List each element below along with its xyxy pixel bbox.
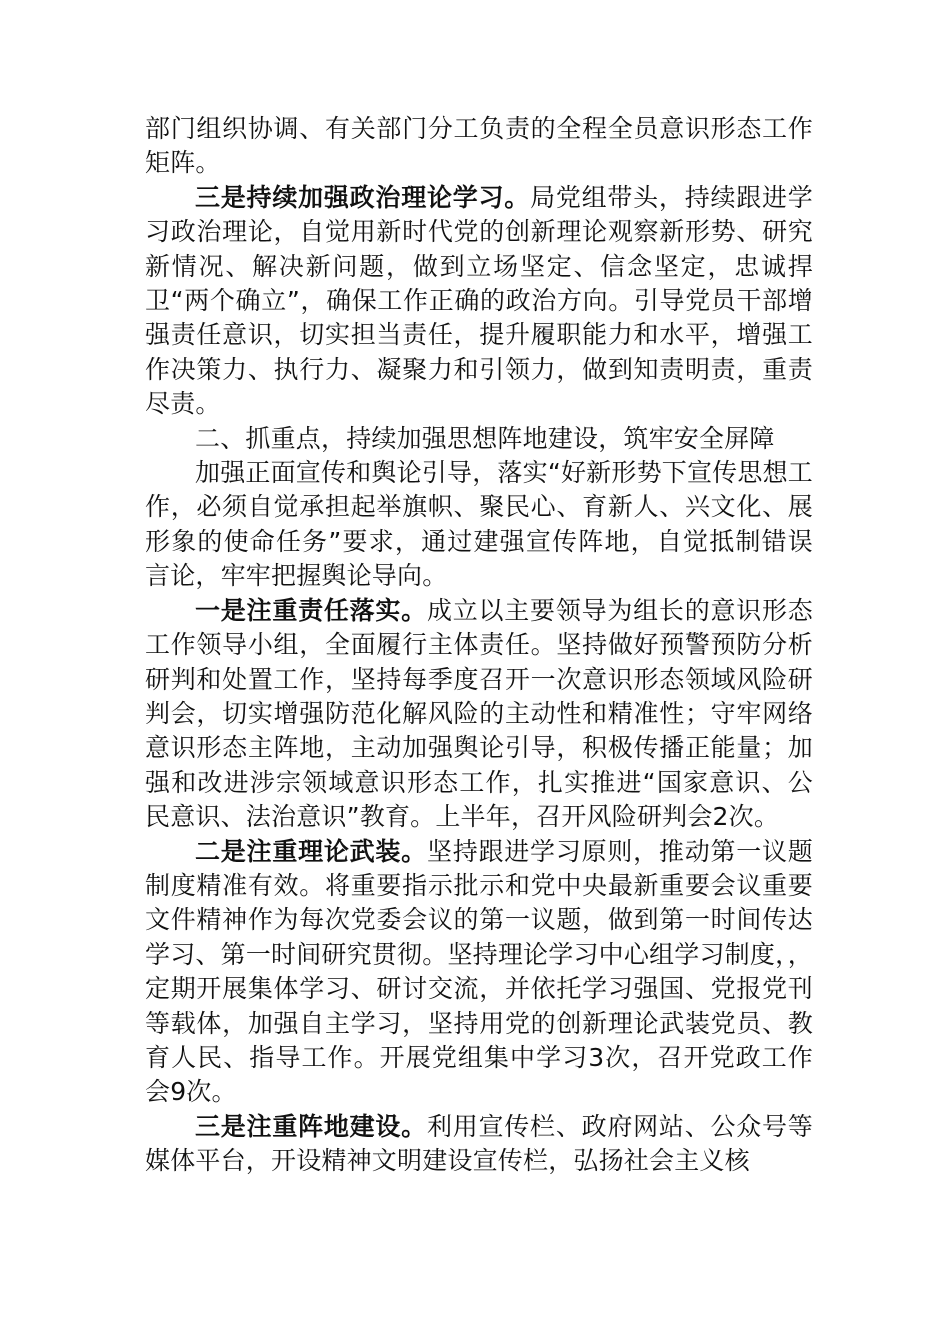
paragraph-position-building	[145, 1110, 813, 1179]
paragraph-text: 坚持跟进学习原则，推动第一议题制度精准有效。将重要指示批示和党中央最新重要会议重要文件精神作为每次党委会议的第一议题，做到第一时间传达学习、第一时间研究贯彻。坚持理论学习中心组学习制度，，定期开展集体学习、研讨交流，并依托学习强国、党报党刊等载体，加强自主学习，坚持用党的创新理论武装党员、教育人民、指导工作。开展党组集中学习3次，召开党政工作会9次。	[145, 836, 813, 1107]
paragraph-text: 利用宣传栏、政府网站、公众号等媒体平台，开设精神文明建设宣传栏，弘扬社会主义核	[145, 1111, 813, 1176]
paragraph-lead: 一是注重责任落实。	[195, 595, 427, 625]
paragraph-text: 部门组织协调、有关部门分工负责的全程全员意识形态工作矩阵。	[145, 114, 813, 178]
paragraph-text: 加强正面宣传和舆论引导，落实“好新形势下宣传思想工作，必须自觉承担起举旗帜、聚民心、育新人、兴文化、展形象的使命任务”要求，通过建强宣传阵地，自觉抵制错误言论，牢牢把握舆论导向。	[145, 458, 813, 591]
paragraph-text: 局党组带头，持续跟进学习政治理论，自觉用新时代党的创新理论观察新形势、研究新情况、解决新问题，做到立场坚定、信念坚定，忠诚捍卫“两个确立”，确保工作正确的政治方向。引导党员干部增强责任意识，切实担当责任，提升履职能力和水平，增强工作决策力、执行力、凝聚力和引领力，做到知责明责，重责尽责。	[145, 182, 813, 419]
paragraph-lead: 二是注重理论武装。	[195, 836, 427, 866]
paragraph-positive-publicity	[145, 456, 813, 594]
paragraph-lead: 三是持续加强政治理论学习。	[195, 182, 531, 212]
paragraph-text: 成立以主要领导为组长的意识形态工作领导小组，全面履行主体责任。坚持做好预警预防分析研判和处置工作，坚持每季度召开一次意识形态领域风险研判会，切实增强防范化解风险的主动性和精准性；守牢网络意识形态主阵地，主动加强舆论引导，积极传播正能量；加强和改进涉宗领域意识形态工作，扎实推进“国家意识、公民意识、法治意识”教育。上半年，召开风险研判会2次。	[145, 595, 813, 832]
paragraph-theory-arming	[145, 835, 813, 1110]
paragraph-matrix-continuation	[145, 112, 813, 181]
paragraph-responsibility	[145, 594, 813, 835]
paragraph-lead: 三是注重阵地建设。	[195, 1111, 427, 1141]
section-heading-text: 二、抓重点，持续加强思想阵地建设，筑牢安全屏障	[195, 423, 775, 453]
paragraph-political-theory-study	[145, 181, 813, 422]
document-body	[145, 112, 813, 1179]
section-heading-two	[145, 422, 813, 456]
